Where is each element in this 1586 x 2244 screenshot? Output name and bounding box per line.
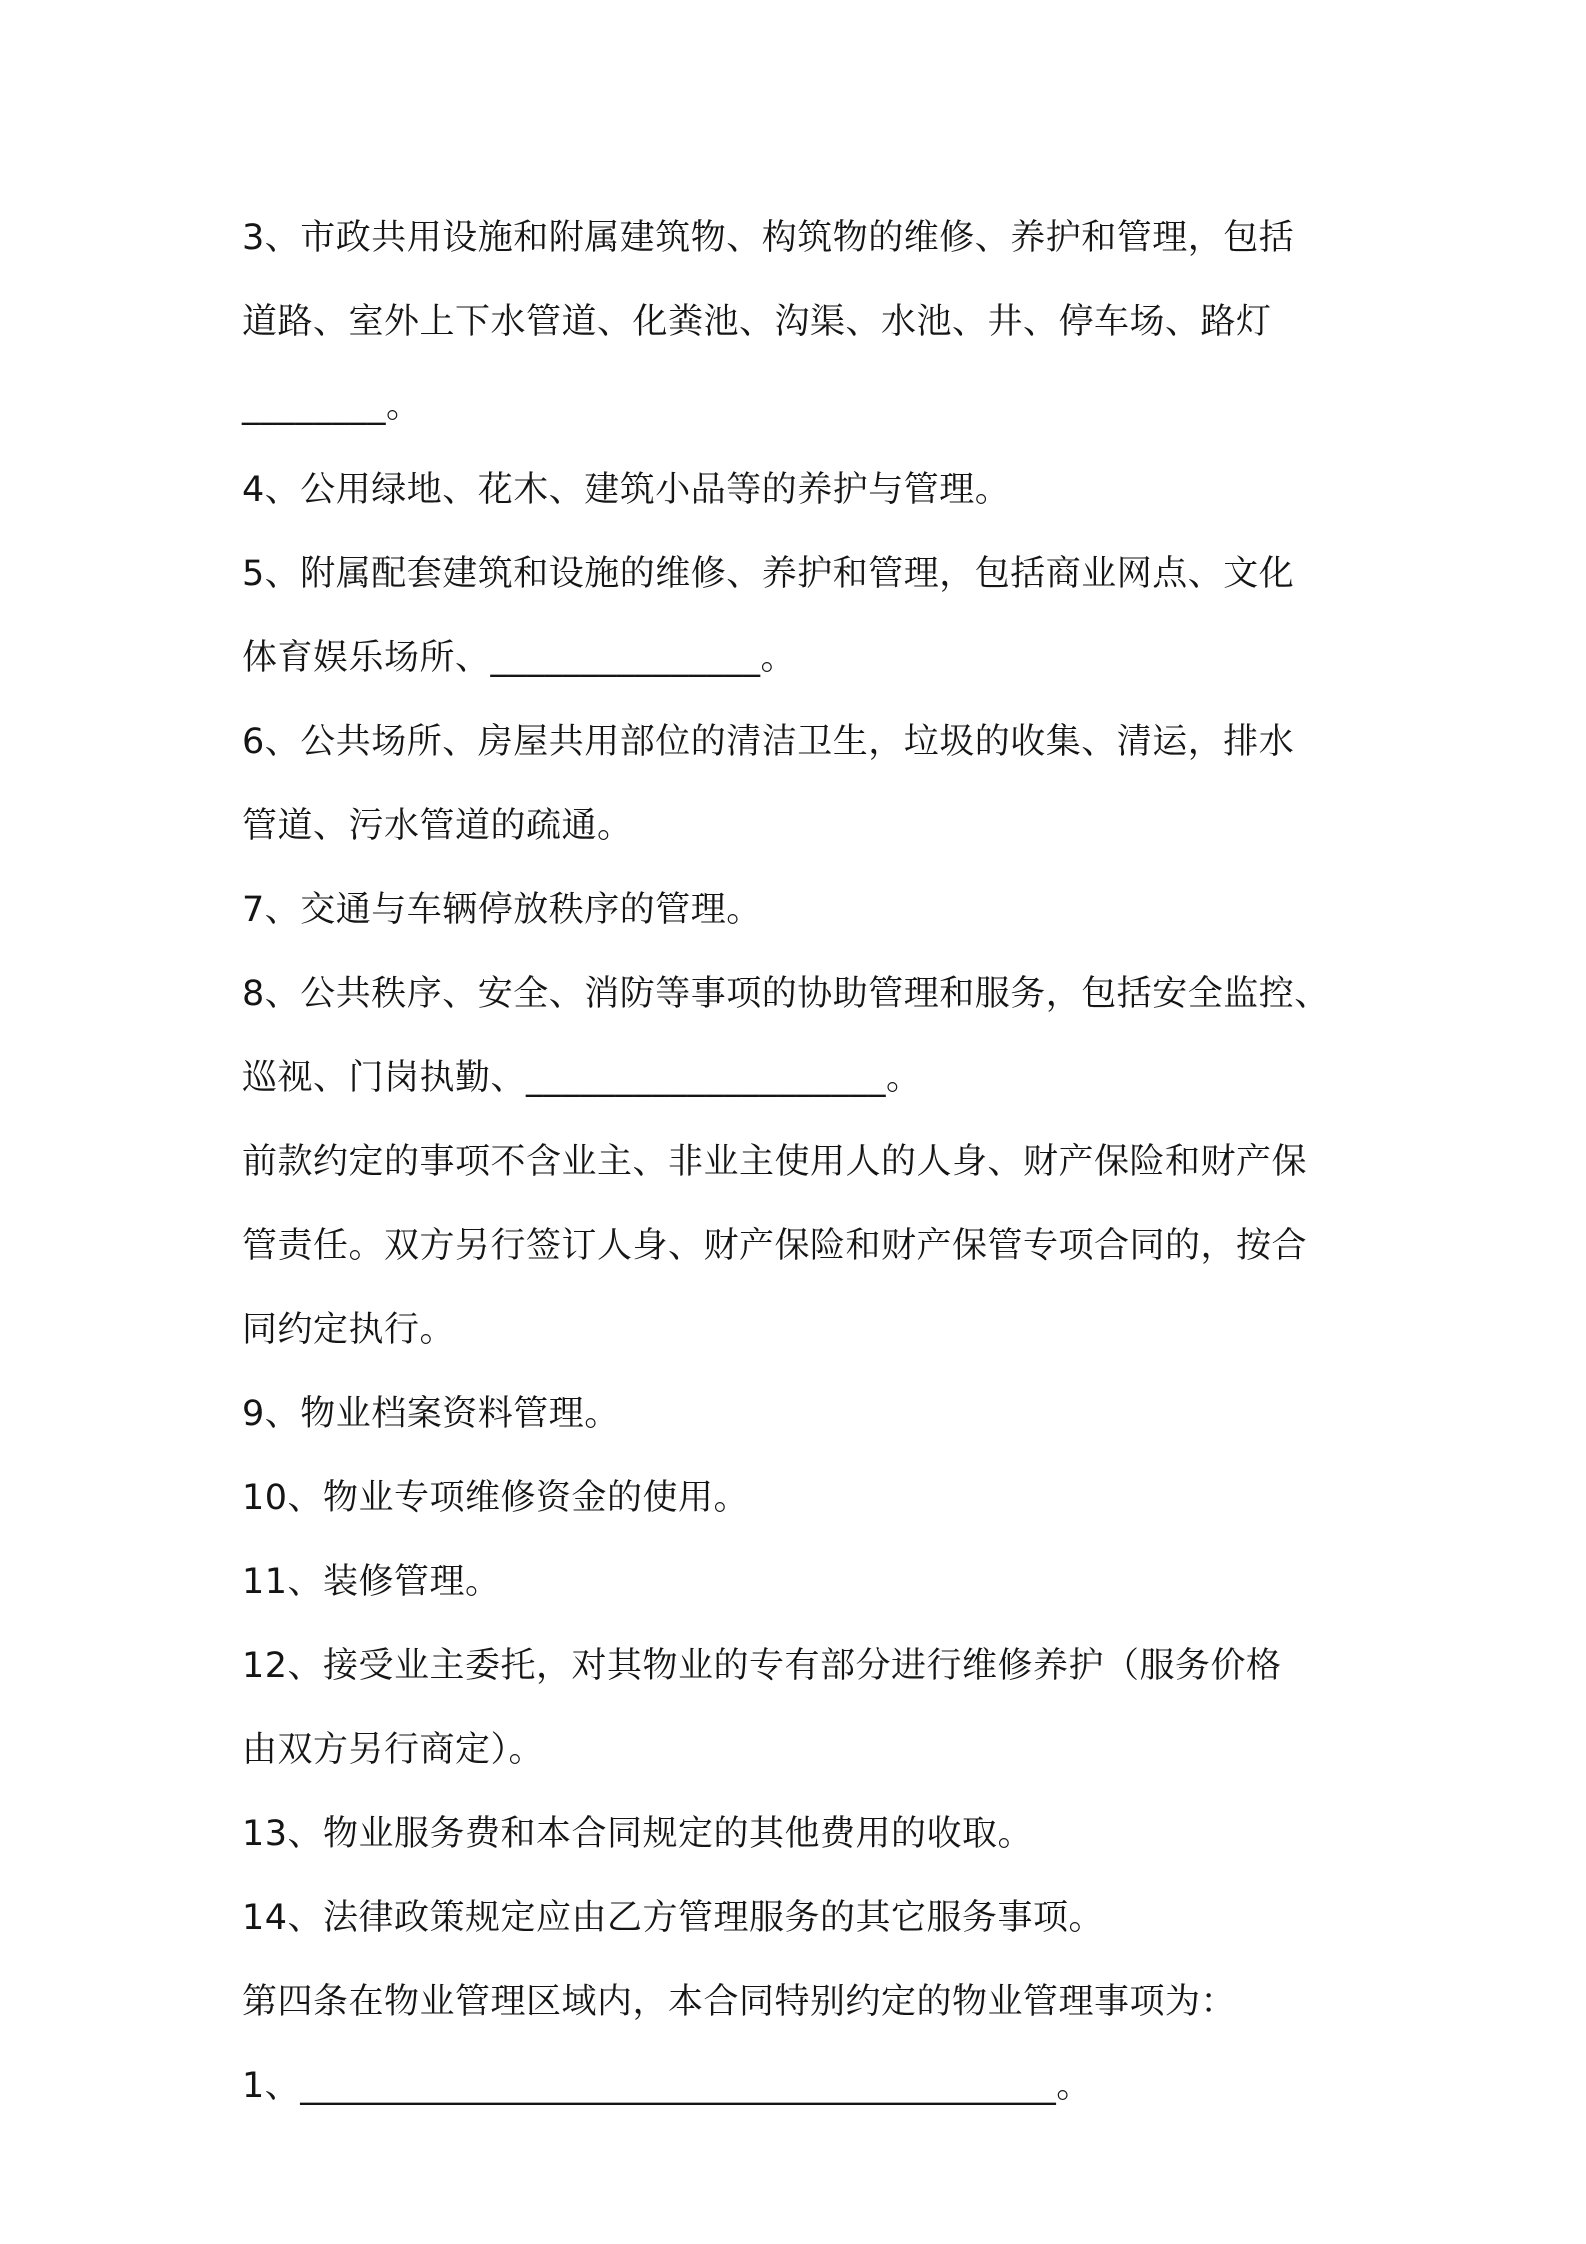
clause-10-maintenance-fund: 10、物业专项维修资金的使用。 [242, 1478, 750, 1518]
article-4-item-1: 1、__________________________________________。 [242, 2066, 1092, 2106]
insurance-exclusion-paragraph: 前款约定的事项不含业主、非业主使用人的人身、财产保险和财产保 管责任。双方另行签订人身、财产保险和财产保管专项合同的，按合 同约定执行。 [242, 1142, 1308, 1350]
clause-6-cleaning: 6、公共场所、房屋共用部位的清洁卫生，垃圾的收集、清运，排水 管道、污水管道的疏通。 [242, 722, 1295, 846]
clause-5-ancillary-buildings: 5、附属配套建筑和设施的维修、养护和管理，包括商业网点、文化 体育娱乐场所、_______________。 [242, 554, 1295, 678]
clause-4-greenery: 4、公用绿地、花木、建筑小品等的养护与管理。 [242, 470, 1011, 510]
clause-8-public-order: 8、公共秩序、安全、消防等事项的协助管理和服务，包括安全监控、 巡视、门岗执勤、____________________。 [242, 974, 1330, 1098]
clause-12-owner-commission: 12、接受业主委托，对其物业的专有部分进行维修养护（服务价格 由双方另行商定）。 [242, 1646, 1282, 1770]
clause-7-traffic: 7、交通与车辆停放秩序的管理。 [242, 890, 762, 930]
clause-14-other-services: 14、法律政策规定应由乙方管理服务的其它服务事项。 [242, 1898, 1105, 1938]
clause-13-fee-collection: 13、物业服务费和本合同规定的其他费用的收取。 [242, 1814, 1034, 1854]
document-body [242, 196, 1372, 2128]
clause-11-renovation: 11、装修管理。 [242, 1562, 501, 1602]
article-4-heading: 第四条在物业管理区域内，本合同特别约定的物业管理事项为： [242, 1982, 1237, 2022]
clause-3-municipal-facilities: 3、市政共用设施和附属建筑物、构筑物的维修、养护和管理，包括 道路、室外上下水管道、化粪池、沟渠、水池、井、停车场、路灯________。 [242, 218, 1295, 426]
clause-9-archives: 9、物业档案资料管理。 [242, 1394, 620, 1434]
